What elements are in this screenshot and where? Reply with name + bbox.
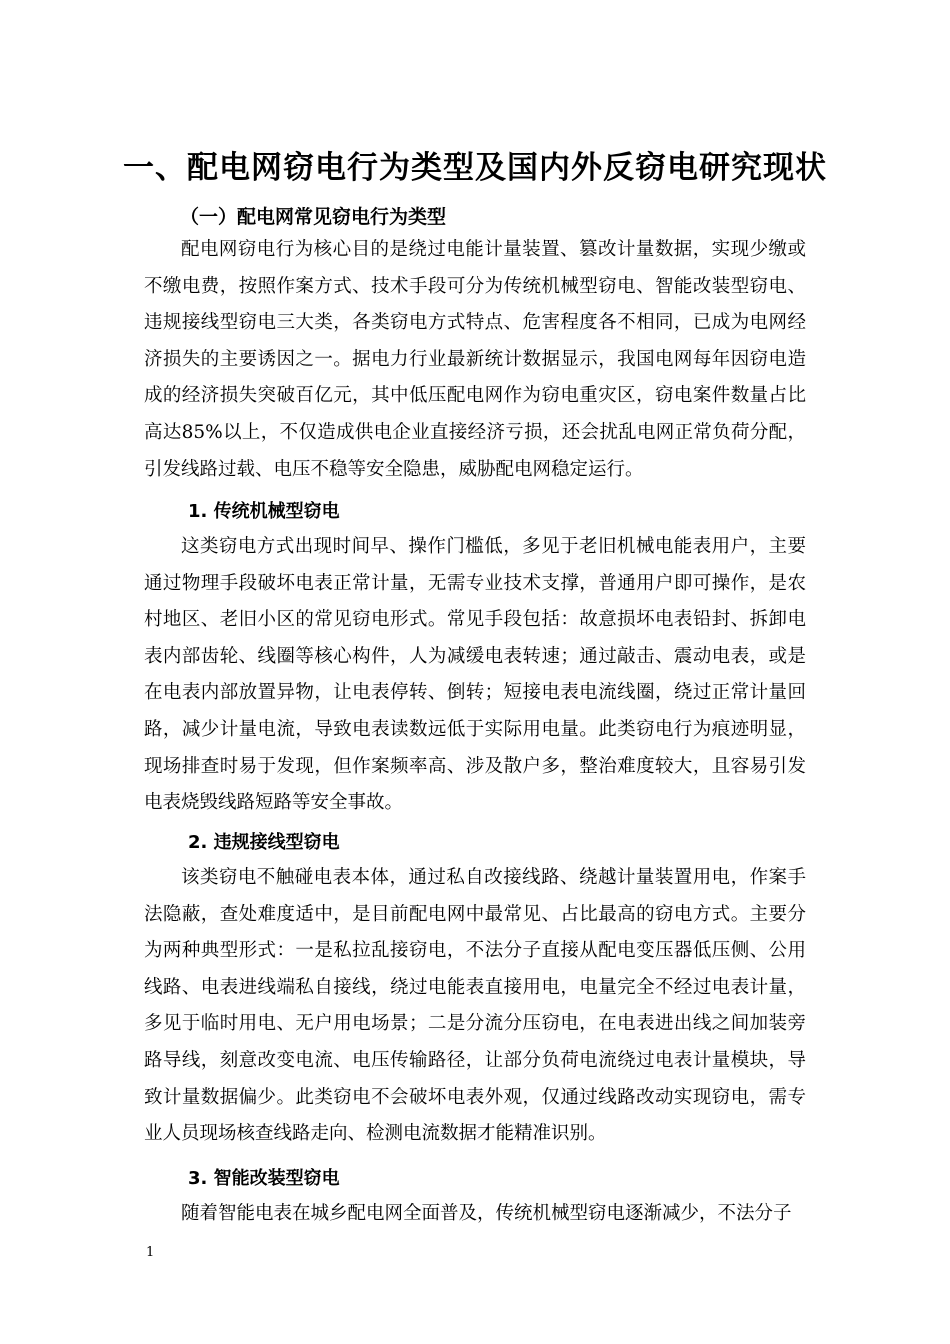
mechanical-paragraph: 这类窃电方式出现时间早、操作门槛低，多见于老旧机械电能表用户，主要通过物理手段破坏电表正常计量，无需专业技术支撑，普通用户即可操作，是农村地区、老旧小区的常见窃电形式。常见手段包括：故意损坏电表铅封、拆卸电表内部齿轮、线圈等核心构件，人为减缓电表转速；通过敲击、震动电表，或是在电表内部放置异物，让电表停转、倒转；短接电表电流线圈，绕过正常计量回路，减少计量电流，导致电表读数远低于实际用电量。此类窃电行为痕迹明显，现场排查时易于发现，但作案频率高、涉及散户多，整治难度较大，且容易引发电表烧毁线路短路等安全事故。 bbox=[144, 536, 806, 814]
wiring-paragraph: 该类窃电不触碰电表本体，通过私自改接线路、绕越计量装置用电，作案手法隐蔽，查处难度适中，是目前配电网中最常见、占比最高的窃电方式。主要分为两种典型形式：一是私拉乱接窃电，不法分子直接从配电变压器低压侧、公用线路、电表进线端私自接线，绕过电能表直接用电，电量完全不经过电表计量，多见于临时用电、无户用电场景；二是分流分压窃电，在电表进出线之间加装旁路导线，刻意改变电流、电压传输路径，让部分负荷电流绕过电表计量模块，导致计量数据偏少。此类窃电不会破坏电表外观，仅通过线路改动实现窃电，需专业人员现场核查线路走向、检测电流数据才能精准识别。 bbox=[144, 867, 806, 1145]
subsection-heading-mechanical: 1. 传统机械型窃电 bbox=[188, 501, 340, 522]
smart-paragraph: 随着智能电表在城乡配电网全面普及，传统机械型窃电逐渐减少，不法分子 bbox=[181, 1203, 792, 1224]
document-title: 一、配电网窃电行为类型及国内外反窃电研究现状 bbox=[123, 150, 827, 186]
section-heading: （一）配电网常见窃电行为类型 bbox=[180, 206, 447, 228]
subsection-heading-smart: 3. 智能改装型窃电 bbox=[188, 1168, 340, 1189]
intro-paragraph: 配电网窃电行为核心目的是绕过电能计量装置、篡改计量数据，实现少缴或不缴电费，按照作案方式、技术手段可分为传统机械型窃电、智能改装型窃电、违规接线型窃电三大类，各类窃电方式特点、危害程度各不相同，已成为电网经济损失的主要诱因之一。据电力行业最新统计数据显示，我国电网每年因窃电造成的经济损失突破百亿元，其中低压配电网作为窃电重灾区，窃电案件数量占比高达85%以上，不仅造成供电企业直接经济亏损，还会扰乱电网正常负荷分配，引发线路过载、电压不稳等安全隐患，威胁配电网稳定运行。 bbox=[144, 239, 806, 480]
page-number: 1 bbox=[146, 1245, 155, 1260]
subsection-heading-wiring: 2. 违规接线型窃电 bbox=[188, 832, 340, 853]
